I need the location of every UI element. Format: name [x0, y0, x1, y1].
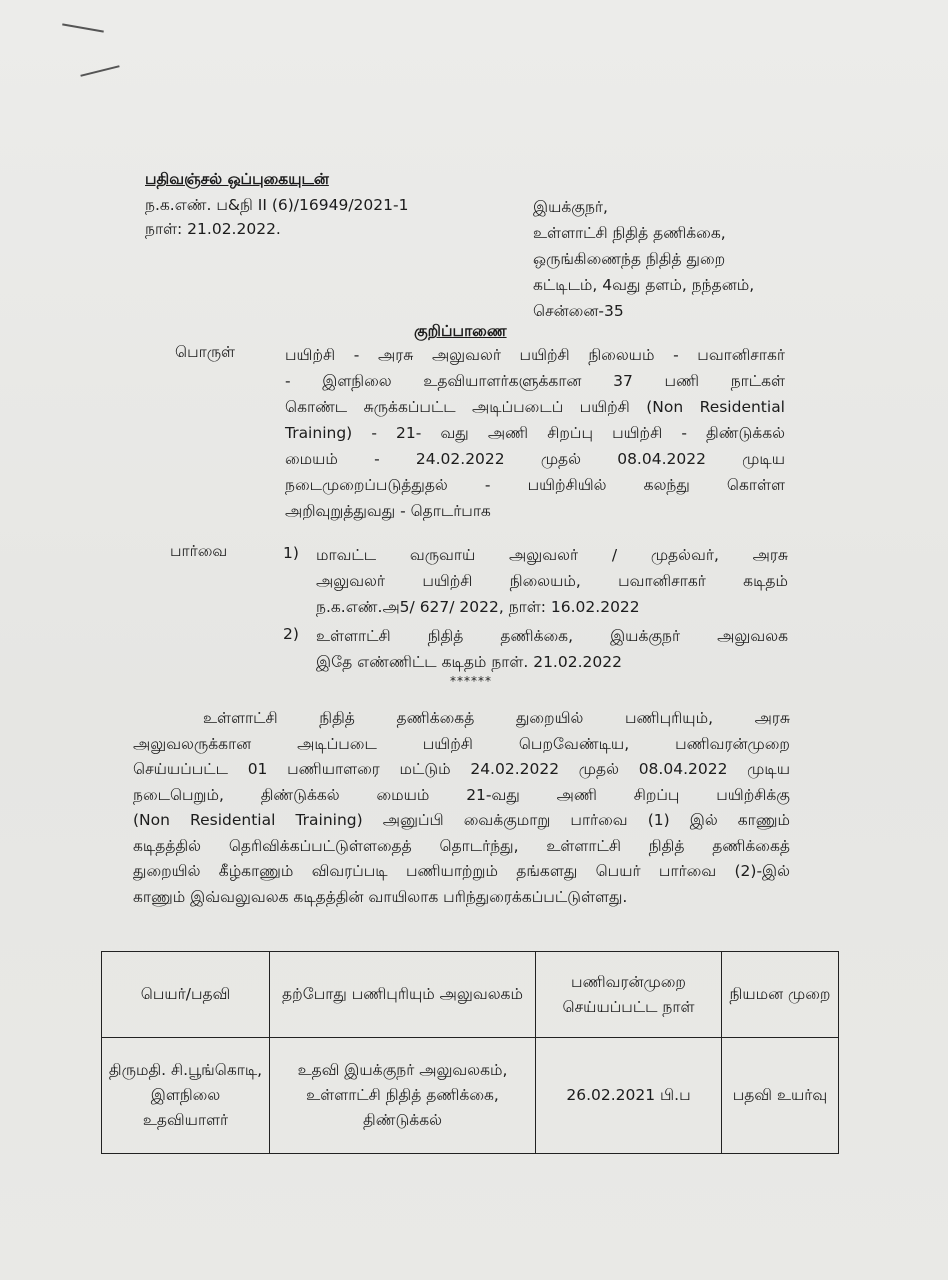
body-line: அலுவலருக்கான அடிப்படை பயிற்சி பெறவேண்டிய, பணிவரன்முறை: [133, 734, 790, 753]
subject-line: நடைமுறைப்படுத்துதல் - பயிற்சியில் கலந்து கொள்ள: [285, 476, 785, 494]
reference-item-1: [316, 542, 788, 620]
reference-label: பார்வை: [170, 542, 228, 560]
recipient-line: கட்டிடம், 4வது தளம், நந்தனம்,: [533, 276, 755, 294]
body-line: உள்ளாட்சி நிதித் தணிக்கைத் துறையில் பணிபுரியும், அரசு: [203, 709, 790, 727]
cell-appointment-mode: பதவி உயர்வு: [722, 1038, 839, 1154]
letter-date: நாள்: 21.02.2022.: [145, 220, 281, 238]
reference-number-1: 1): [283, 544, 299, 562]
subject-line: - இளநிலை உதவியாளர்களுக்கான 37 பணி நாட்கள்: [285, 372, 785, 390]
recipient-address: [533, 194, 754, 324]
reference-number-2: 2): [283, 625, 299, 643]
cell-regularisation-date: 26.02.2021 பி.ப: [536, 1038, 722, 1154]
reference-item-2: [316, 623, 788, 675]
reference-line: மாவட்ட வருவாய் அலுவலர் / முதல்வர், அரசு: [316, 546, 788, 564]
body-line: துறையில் கீழ்காணும் விவரப்படி பணியாற்றும் தங்களது பெயர் பார்வை (2)-இல்: [133, 862, 790, 880]
registered-post-title: பதிவஞ்சல் ஒப்புகையுடன்: [145, 170, 329, 188]
header-appointment-mode: நியமன முறை: [722, 952, 839, 1038]
cell-current-office: உதவி இயக்குநர் அலுவலகம், உள்ளாட்சி நிதித் தணிக்கை, திண்டுக்கல்: [270, 1038, 536, 1154]
reference-line: ந.க.எண்.அ5/ 627/ 2022, நாள்: 16.02.2022: [316, 598, 640, 616]
header-current-office: தற்போது பணிபுரியும் அலுவலகம்: [270, 952, 536, 1038]
body-line: (Non Residential Training) அனுப்பி வைக்குமாறு பார்வை (1) இல் காணும்: [133, 811, 790, 829]
subject-line: Training) - 21- வது அணி சிறப்பு பயிற்சி - திண்டுக்கல்: [285, 424, 785, 442]
reference-number: ந.க.எண். ப&நி II (6)/16949/2021-1: [145, 196, 409, 214]
reference-line: உள்ளாட்சி நிதித் தணிக்கை, இயக்குநர் அலுவலக: [316, 627, 788, 645]
body-line: காணும் இவ்வலுவலக கடிதத்தின் வாயிலாக பரிந்துரைக்கப்பட்டுள்ளது.: [133, 887, 628, 906]
body-line: நடைபெறும், திண்டுக்கல் மையம் 21-வது அணி சிறப்பு பயிற்சிக்கு: [133, 785, 790, 804]
body-line: செய்யப்பட்ட 01 பணியாளரை மட்டும் 24.02.2022 முதல் 08.04.2022 முடிய: [133, 760, 790, 778]
table-header-row: [102, 952, 839, 1038]
subject-line: கொண்ட சுருக்கப்பட்ட அடிப்படைப் பயிற்சி (Non Residential: [285, 398, 785, 416]
pen-mark: [80, 65, 119, 77]
header-name-designation: பெயர்/பதவி: [102, 952, 270, 1038]
body-paragraph: [133, 706, 790, 910]
subject-line: அறிவுறுத்துவது - தொடர்பாக: [285, 502, 491, 520]
subject-line: பயிற்சி - அரசு அலுவலர் பயிற்சி நிலையம் - பவானிசாகர்: [285, 346, 785, 364]
cell-name-designation: திருமதி. சி.பூங்கொடி, இளநிலை உதவியாளர்: [102, 1038, 270, 1154]
memo-title: குறிப்பாணை: [414, 322, 507, 340]
table-row: [102, 1038, 839, 1154]
reference-line: இதே எண்ணிட்ட கடிதம் நாள். 21.02.2022: [316, 653, 622, 671]
recipient-line: உள்ளாட்சி நிதித் தணிக்கை,: [533, 224, 726, 242]
header-regularisation-date: பணிவரன்முறை செய்யப்பட்ட நாள்: [536, 952, 722, 1038]
subject-line: மையம் - 24.02.2022 முதல் 08.04.2022 முடிய: [285, 450, 785, 468]
recipient-line: இயக்குநர்,: [533, 198, 608, 216]
pen-mark: [62, 23, 104, 32]
separator-stars: ******: [450, 674, 492, 688]
subject-text: [285, 342, 785, 524]
reference-line: அலுவலர் பயிற்சி நிலையம், பவானிசாகர் கடிதம்: [316, 572, 788, 590]
subject-label: பொருள்: [175, 343, 236, 361]
recipient-line: சென்னை-35: [533, 302, 624, 320]
recipient-line: ஒருங்கிணைந்த நிதித் துறை: [533, 250, 726, 268]
employee-table: [101, 951, 839, 1154]
body-line: கடிதத்தில் தெரிவிக்கப்பட்டுள்ளதைத் தொடர்ந்து, உள்ளாட்சி நிதித் தணிக்கைத்: [133, 836, 790, 855]
